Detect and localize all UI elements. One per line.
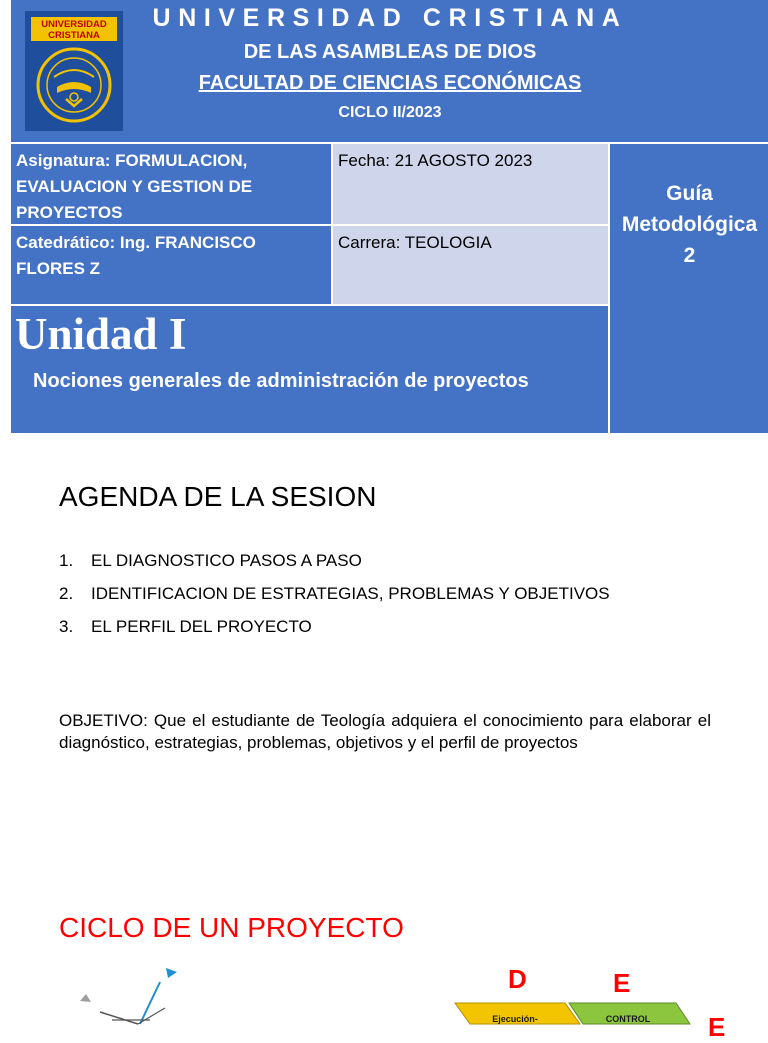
project-cycle-diagram xyxy=(0,960,768,1024)
guia-line2: Metodológica xyxy=(621,213,758,236)
agenda-list xyxy=(59,549,610,648)
catedratico-text: Catedrático: Ing. FRANCISCO FLORES Z xyxy=(16,233,256,278)
list-number: 3. xyxy=(59,617,74,636)
guia-line3: 2 xyxy=(683,244,696,267)
agenda-title: AGENDA DE LA SESION xyxy=(59,481,377,512)
guia-line1: Guía xyxy=(666,182,713,205)
list-text: EL DIAGNOSTICO PASOS A PASO xyxy=(91,551,362,570)
cycle-section-title: CICLO DE UN PROYECTO xyxy=(59,912,404,943)
list-item xyxy=(59,582,610,615)
project-cycle-graphic xyxy=(0,960,768,1042)
list-number: 1. xyxy=(59,551,74,570)
university-name: UNIVERSIDAD CRISTIANA xyxy=(152,4,628,32)
asignatura-cell xyxy=(11,144,331,224)
cycle-letter-e2: E xyxy=(708,1012,726,1042)
carrera-text: Carrera: TEOLOGIA xyxy=(338,233,492,252)
logo-banner-line1: UNIVERSIDAD xyxy=(41,19,107,30)
cycle-letter-e: E xyxy=(613,968,631,998)
faculty-name: FACULTAD DE CIENCIAS ECONÓMICAS xyxy=(198,72,582,94)
unit-subtitle: Nociones generales de administración de proyectos xyxy=(33,370,529,392)
logo-banner-line2: CRISTIANA xyxy=(48,30,100,41)
carrera-cell xyxy=(333,226,608,304)
asignatura-text: Asignatura: FORMULACION, EVALUACION Y GESTION DE PROYECTOS xyxy=(16,151,253,222)
list-text: IDENTIFICACION DE ESTRATEGIAS, PROBLEMAS Y OBJETIVOS xyxy=(91,584,610,603)
fecha-cell xyxy=(333,144,608,224)
cycle-letter-d: D xyxy=(508,964,527,994)
divider xyxy=(608,144,610,433)
divider xyxy=(11,304,609,306)
cycle-label: CICLO II/2023 xyxy=(338,104,442,121)
list-text: EL PERFIL DEL PROYECTO xyxy=(91,617,312,636)
guia-metodologica xyxy=(611,178,768,271)
university-subtitle: DE LAS ASAMBLEAS DE DIOS xyxy=(243,41,537,63)
gray-arrow-icon xyxy=(80,994,91,1002)
blue-arrow-icon xyxy=(166,968,177,978)
objective-paragraph: OBJETIVO: Que el estudiante de Teología adquiera el conocimiento para elaborar el diagnóstico, estrategias, problemas, objetivos y el perfil de proyectos xyxy=(59,711,711,752)
list-number: 2. xyxy=(59,584,74,603)
university-logo xyxy=(25,11,123,131)
university-seal-icon xyxy=(25,11,123,131)
fecha-text: Fecha: 21 AGOSTO 2023 xyxy=(338,151,533,170)
list-item xyxy=(59,549,610,582)
catedratico-cell xyxy=(11,226,331,304)
stage-ejecucion-label: Ejecución- xyxy=(492,1014,538,1024)
unit-title: Unidad I xyxy=(15,309,187,359)
stage-control-label: CONTROL xyxy=(605,1014,651,1024)
list-item xyxy=(59,615,610,648)
